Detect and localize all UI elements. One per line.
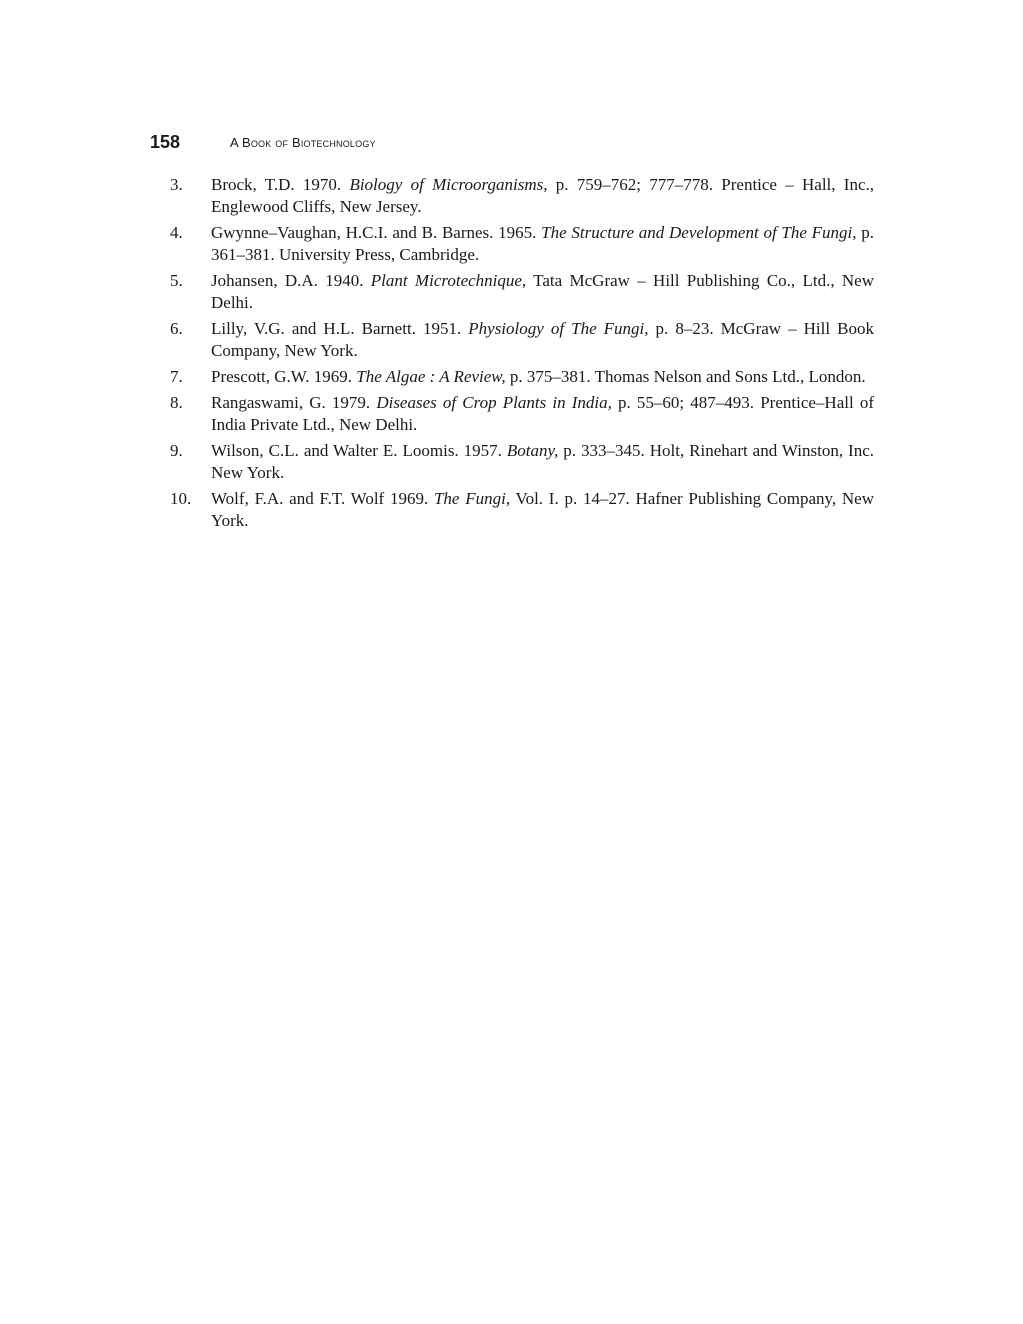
- reference-item: [170, 440, 874, 484]
- reference-publication: p. 333–345. Holt, Rinehart and Winston, Inc. New York.: [211, 441, 874, 482]
- reference-text: [211, 367, 866, 386]
- reference-publication: p. 55–60; 487–493. Prentice–Hall of India Private Ltd., New Delhi.: [211, 393, 874, 434]
- reference-author-year: Prescott, G.W. 1969.: [211, 367, 357, 386]
- reference-number: 8.: [170, 393, 183, 412]
- reference-number: 3.: [170, 175, 183, 194]
- reference-author-year: Wolf, F.A. and F.T. Wolf 1969.: [211, 489, 434, 508]
- reference-number: 10.: [170, 489, 192, 508]
- reference-number: 5.: [170, 271, 183, 290]
- reference-author-year: Gwynne–Vaughan, H.C.I. and B. Barnes. 1965.: [211, 223, 542, 242]
- reference-author-year: Brock, T.D. 1970.: [211, 175, 350, 194]
- reference-title: The Structure and Development of The Fungi,: [541, 223, 857, 242]
- reference-text: [211, 489, 874, 530]
- reference-text: [211, 319, 874, 360]
- reference-title: Biology of Microorganisms,: [349, 175, 548, 194]
- reference-publication: p. 375–381. Thomas Nelson and Sons Ltd., London.: [505, 367, 866, 386]
- reference-item: [170, 366, 874, 388]
- reference-text: [211, 223, 874, 264]
- reference-author-year: Wilson, C.L. and Walter E. Loomis. 1957.: [211, 441, 507, 460]
- reference-author-year: Rangaswami, G. 1979.: [211, 393, 377, 412]
- reference-author-year: Lilly, V.G. and H.L. Barnett. 1951.: [211, 319, 469, 338]
- reference-number: 7.: [170, 367, 183, 386]
- reference-text: [211, 393, 874, 434]
- reference-publication: , Vol. I. p. 14–27. Hafner Publishing Company, New York.: [211, 489, 874, 530]
- reference-title: Botany,: [506, 441, 559, 460]
- reference-publication: Tata McGraw – Hill Publishing Co., Ltd., New Delhi.: [211, 271, 874, 312]
- running-head: A Book of Biotechnology: [230, 135, 376, 150]
- reference-item: [170, 222, 874, 266]
- reference-title: The Fungi: [433, 489, 506, 508]
- reference-text: [211, 441, 874, 482]
- reference-number: 9.: [170, 441, 183, 460]
- reference-text: [211, 175, 874, 216]
- reference-title: Diseases of Crop Plants in India,: [376, 393, 612, 412]
- reference-item: [170, 318, 874, 362]
- reference-title: The Algae : A Review,: [356, 367, 506, 386]
- reference-publication: p. 8–23. McGraw – Hill Book Company, New York.: [211, 319, 874, 360]
- reference-publication: p. 759–762; 777–778. Prentice – Hall, Inc., Englewood Cliffs, New Jersey.: [211, 175, 875, 216]
- page-header: [150, 131, 874, 155]
- reference-list: [170, 174, 874, 536]
- reference-item: [170, 270, 874, 314]
- reference-title: Plant Microtechnique,: [370, 271, 527, 290]
- reference-item: [170, 174, 874, 218]
- reference-item: [170, 392, 874, 436]
- reference-number: 4.: [170, 223, 183, 242]
- page-number: 158: [150, 132, 181, 152]
- reference-text: [211, 271, 874, 312]
- reference-publication: p. 361–381. University Press, Cambridge.: [211, 223, 875, 264]
- reference-title: Physiology of The Fungi,: [468, 319, 649, 338]
- reference-author-year: Johansen, D.A. 1940.: [211, 271, 371, 290]
- reference-number: 6.: [170, 319, 183, 338]
- reference-item: [170, 488, 874, 532]
